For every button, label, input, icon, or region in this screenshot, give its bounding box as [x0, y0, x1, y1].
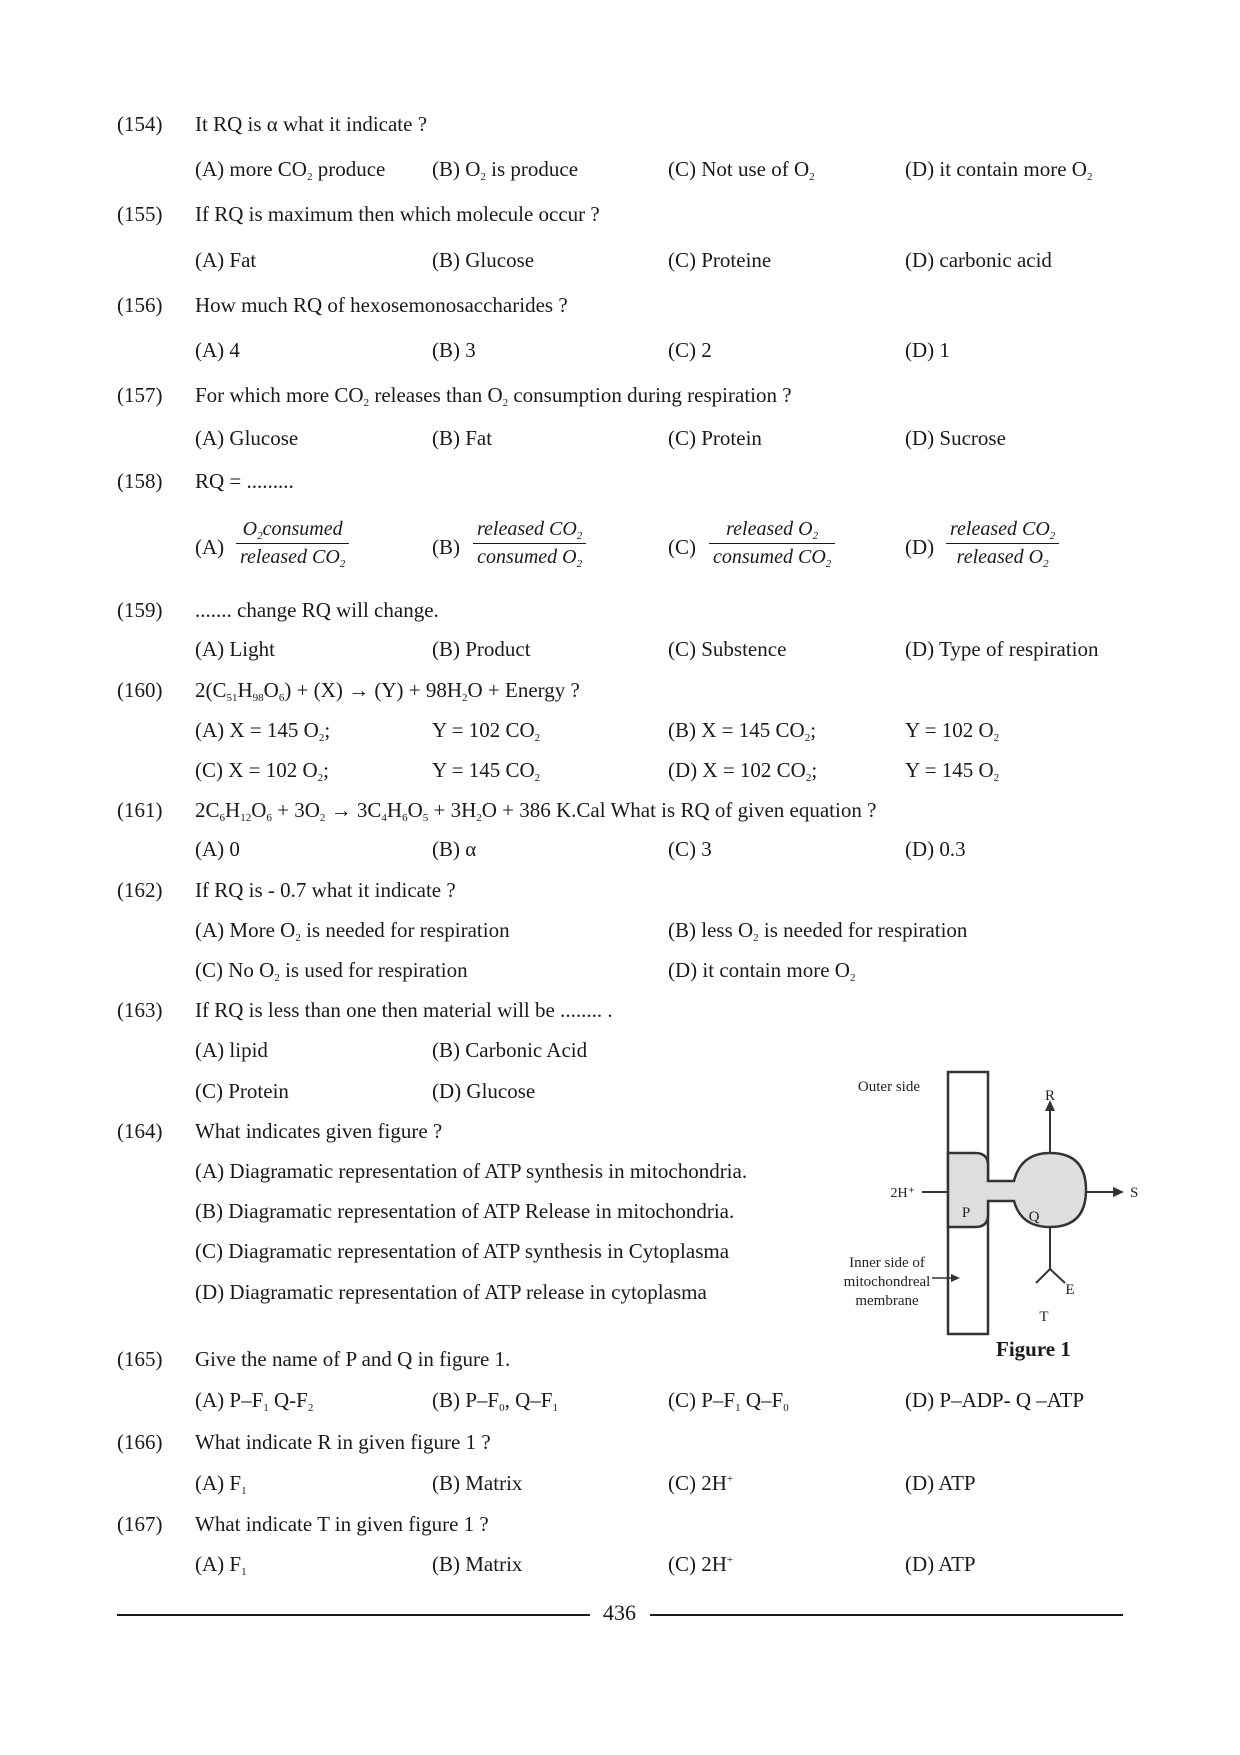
option-a: (A) 4	[195, 338, 240, 362]
option-a: (A) lipid	[195, 1038, 268, 1062]
option-c: (C) 2H+	[668, 1552, 734, 1576]
question-text: If RQ is less than one then material will be ........ .	[195, 998, 613, 1022]
option-b-fraction: released $CO_2$ consumed $O_2$	[473, 518, 586, 569]
option-d: (D) it contain more $O_2$	[905, 157, 1093, 183]
option-d: (D) X = 102 $CO_2$;	[668, 758, 818, 784]
option-b: (B) Product	[432, 637, 531, 661]
option-a: (A) $F_1$	[195, 1471, 247, 1497]
label-r: R	[1044, 1088, 1056, 1104]
question-number: (159)	[117, 598, 163, 622]
option-a: (A) 0	[195, 837, 240, 861]
option-b-y: Y = 102 $O_2$	[905, 718, 1000, 744]
option-c: (C) 2H+	[668, 1471, 734, 1495]
question-text: It RQ is α what it indicate ?	[195, 112, 428, 136]
option-c: (C) 3	[668, 837, 712, 861]
page-number: 436	[603, 1600, 636, 1625]
option-d: (D) Glucose	[432, 1079, 536, 1103]
option-a: (A) Fat	[195, 248, 257, 272]
option-d: (D) 1	[905, 338, 950, 362]
label-t: T	[1039, 1309, 1049, 1325]
question-text: How much RQ of hexosemonosaccharides ?	[195, 293, 568, 317]
label-s: S	[1130, 1185, 1139, 1201]
question-equation: $2(C_{51}H_{98}O_6) + (X) \to (Y) + 98H_2O$ + Energy ?	[195, 678, 580, 704]
option-b: (B) Glucose	[432, 248, 535, 272]
option-c: (C) $P-F_1$ $Q-F_0$	[668, 1388, 789, 1414]
option-a-y: Y = 102 $CO_2$	[432, 718, 541, 744]
option-b: (B) $P-F_0$, $Q-F_1$	[432, 1388, 558, 1414]
question-number: (167)	[117, 1512, 163, 1536]
option-b: (B) 3	[432, 338, 476, 362]
option-c-label: (C)	[668, 535, 696, 559]
option-b: (B) $O_2$ is produce	[432, 157, 579, 183]
option-b: (B) Fat	[432, 426, 493, 450]
option-b: (B) X = 145 $CO_2$;	[668, 718, 817, 744]
question-equation: $2C_6H_{12}O_6 + 3O_2 \to 3C_4H_6O_5 + 3H_2O + 386$ K.Cal What is RQ of given equation ?	[195, 798, 877, 824]
atp-synthase-figure	[820, 1065, 1140, 1365]
question-number: (158)	[117, 469, 163, 493]
question-number: (161)	[117, 798, 163, 822]
footer-rule-left	[117, 1614, 590, 1616]
footer-rule-right	[650, 1614, 1123, 1616]
question-number: (165)	[117, 1347, 163, 1371]
question-number: (162)	[117, 878, 163, 902]
question-text: RQ = .........	[195, 469, 294, 493]
option-b: (B) α	[432, 837, 477, 861]
option-c-y: Y = 145 $CO_2$	[432, 758, 541, 784]
option-c: (C) Protein	[195, 1079, 289, 1103]
question-number: (154)	[117, 112, 163, 136]
option-d: (D) ATP	[905, 1471, 976, 1495]
question-number: (155)	[117, 202, 163, 226]
question-number: (157)	[117, 383, 163, 407]
option-a: (A) X = 145 $O_2$;	[195, 718, 331, 744]
option-b: (B) Matrix	[432, 1471, 523, 1495]
option-c: (C) Protein	[668, 426, 762, 450]
question-text: What indicate T in given figure 1 ?	[195, 1512, 489, 1536]
outer-side-label: Outer side	[857, 1079, 920, 1095]
option-b: (B) Carbonic Acid	[432, 1038, 588, 1062]
option-a: (A) $P-F_1$ $Q-F_2$	[195, 1388, 314, 1414]
option-a: (A) more $CO_2$ produce	[195, 157, 386, 183]
option-c: (C) X = 102 $O_2$;	[195, 758, 330, 784]
question-text: For which more $CO_2$ releases than $O_2$ consumption during respiration ?	[195, 383, 792, 409]
question-text: What indicate R in given figure 1 ?	[195, 1430, 491, 1454]
question-text: Give the name of P and Q in figure 1.	[195, 1347, 511, 1371]
question-number: (156)	[117, 293, 163, 317]
option-d-y: Y = 145 $O_2$	[905, 758, 1000, 784]
question-text: If RQ is - 0.7 what it indicate ?	[195, 878, 456, 902]
question-number: (164)	[117, 1119, 163, 1143]
inner-side-label-1: Inner side of	[849, 1255, 925, 1271]
option-a: (A) More $O_2$ is needed for respiration	[195, 918, 510, 944]
question-number: (160)	[117, 678, 163, 702]
label-q: Q	[1028, 1209, 1040, 1225]
option-a-fraction: $O_2consumed$ released $CO_2$	[236, 518, 349, 569]
option-d: (D) 0.3	[905, 837, 966, 861]
inner-side-label-3: membrane	[855, 1293, 919, 1309]
option-a-label: (A)	[195, 535, 225, 559]
label-2h: 2H⁺	[890, 1186, 915, 1201]
option-d: (D) ATP	[905, 1552, 976, 1576]
option-c: (C) Not use of $O_2$	[668, 157, 815, 183]
question-number: (166)	[117, 1430, 163, 1454]
page: (154) It RQ is α what it indicate ? (A) more $CO_2$ produce (B) $O_2$ is produce (C) Not use of $O_2$ (D) it contain more $O_2$ (155) If RQ is maximum then which molecule occur ? (A) Fat (B) Glucose (C) Proteine (D) carbonic acid (156) How much RQ of hexosemonosaccharides ? (A) 4 (B) 3 (C) 2 (D) 1 (157) For which more $CO_2$ releases than $O_2$ consumption during respiration ? (A) Glucose (B) Fat (C) Protein (D) Sucrose (158) RQ = ......... (A) $O_2consumed$ released $CO_2$ (B) released $CO_2$ consumed $O_2$ (C) released $O_2$ consumed $CO_2$ (D) released $CO_2$ released $O_2$ (159) ....... change RQ will change. (A) Light (B) Product (C) Substence (D) Type of respiration (160) $2(C_{51}H_{98}O_6) + (X) \to (Y) + 98H_2O$ + Energy ? (A) X = 145 $O_2$; Y = 102 $CO_2$ (B) X = 145 $CO_2$; Y = 102 $O_2$ (C) X = 102 $O_2$; Y = 145 $CO_2$ (D) X = 102 $CO_2$; Y = 145 $O_2$ (161) $2C_6H_{12}O_6 + 3O_2 \to 3C_4H_6O_5 + 3H_2O + 386$ K.Cal What is RQ of given equation ? (A) 0 (B) α (C) 3 (D) 0.3 (162) If RQ is - 0.7 what it indicate ? (A) More $O_2$ is needed for respiration (B) less $O_2$ is needed for respiration (C) No $O_2$ is used for respiration (D) it contain more $O_2$ (163) If RQ is less than one then material will be ........ . (A) lipid (B) Carbonic Acid (C) Protein (D) Glucose (164) What indicates given figure ? (A) Diagramatic representation of ATP synthesis in mitochondria. (B) Diagramatic representation of ATP Release in mitochondria. (C) Diagramatic representation of ATP synthesis in Cytoplasma (D) Diagramatic representation of ATP release in cytoplasma Outer side R S 2H⁺ P Q E T Inner side of mitochondreal membrane Figure 1 (165) Give the name of P and Q in figure 1. (A) $P-F_1$ $Q-F_2$ (B) $P-F_0$, $Q-F_1$ (C) $P-F_1$ $Q-F_0$ (D) P–ADP- Q –ATP (166) What indicate R in given figure 1 ? (A) $F_1$ (B) Matrix (C) 2H+ (D) ATP (167) What indicate T in given figure 1 ? (A) $F_1$ (B) Matrix (C) 2H+ (D) ATP 436	[117, 112, 1139, 1625]
option-d-fraction: released $CO_2$ released $O_2$	[946, 518, 1059, 569]
figure-caption: Figure 1	[996, 1337, 1071, 1361]
option-d: (D) P–ADP- Q –ATP	[905, 1388, 1085, 1412]
option-b: (B) less $O_2$ is needed for respiration	[668, 918, 968, 944]
option-d: (D) it contain more $O_2$	[668, 958, 856, 984]
inner-side-label-2: mitochondreal	[843, 1274, 931, 1290]
label-p: P	[961, 1205, 971, 1221]
option-a: (A) Light	[195, 637, 275, 661]
option-b: (B) Matrix	[432, 1552, 523, 1576]
option-d: (D) Sucrose	[905, 426, 1006, 450]
option-d: (D) carbonic acid	[905, 248, 1052, 272]
option-a: (A) $F_1$	[195, 1552, 247, 1578]
option-c-fraction: released $O_2$ consumed $CO_2$	[709, 518, 835, 569]
option-a: (A) Glucose	[195, 426, 299, 450]
label-e: E	[1065, 1282, 1075, 1298]
question-text: What indicates given figure ?	[195, 1119, 443, 1143]
option-c: (C) No $O_2$ is used for respiration	[195, 958, 468, 984]
question-text: ....... change RQ will change.	[195, 598, 439, 622]
option-d-label: (D)	[905, 535, 935, 559]
option-c: (C) 2	[668, 338, 712, 362]
option-c: (C) Substence	[668, 637, 787, 661]
option-d: (D) Type of respiration	[905, 637, 1099, 661]
question-number: (163)	[117, 998, 163, 1022]
option-c: (C) Proteine	[668, 248, 772, 272]
option-b-label: (B)	[432, 535, 460, 559]
question-text: If RQ is maximum then which molecule occur ?	[195, 202, 600, 226]
